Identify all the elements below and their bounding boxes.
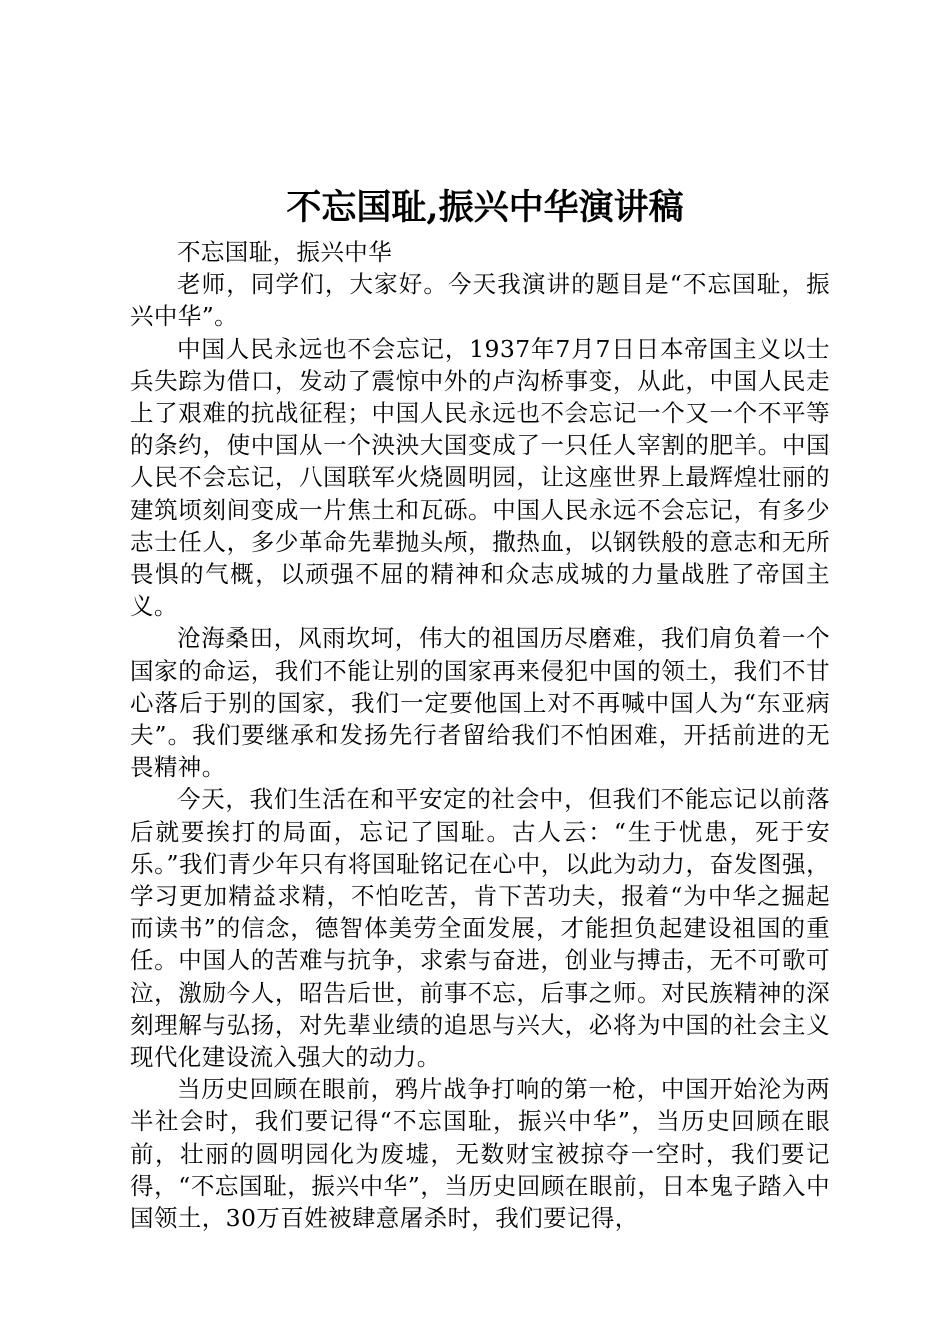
paragraph-today: 今天，我们生活在和平安定的社会中，但我们不能忘记以前落后就要挨打的局面，忘记了国耻。古人云：“生于忧患，死于安乐。”我们青少年只有将国耻铭记在心中，以此为动力，奋发图强，学习更加精益求精，不怕吃苦，肯下苦功夫，报着“为中华之掘起而读书”的信念，德智体美劳全面发展，才能担负起建设祖国的重任。中国人的苦难与抗争，求索与奋进，创业与搏击，无不可歌可泣，激励今人，昭告后世，前事不忘，后事之师。对民族精神的深刻理解与弘扬，对先辈业绩的追思与兴大，必将为中国的社会主义现代化建设流入强大的动力。 bbox=[130, 785, 830, 1072]
paragraph-responsibility: 沧海桑田，风雨坎坷，伟大的祖国历尽磨难，我们肩负着一个国家的命运，我们不能让别的国家再来侵犯中国的领土，我们不甘心落后于别的国家，我们一定要他国上对不再喊中国人为“东亚病夫”。我们要继承和发扬先行者留给我们不怕困难，开括前进的无畏精神。 bbox=[130, 624, 830, 782]
document-title: 不忘国耻,振兴中华演讲稿 bbox=[286, 187, 684, 228]
paragraph-remember: 当历史回顾在眼前，鸦片战争打响的第一枪，中国开始沦为两半社会时，我们要记得“不忘国耻，振兴中华”，当历史回顾在眼前，壮丽的圆明园化为废墟，无数财宝被掠夺一空时，我们要记得，“不忘国耻，振兴中华”，当历史回顾在眼前，日本鬼子踏入中国领土，30万百姓被肆意屠杀时，我们要记得， bbox=[130, 1075, 830, 1233]
document-page bbox=[130, 180, 830, 1234]
paragraph-subtitle: 不忘国耻，振兴中华 bbox=[177, 238, 393, 266]
document-body bbox=[130, 236, 830, 1234]
paragraph-history: 中国人民永远也不会忘记，1937年7月7日日本帝国主义以士兵失踪为借口，发动了震惊中外的卢沟桥事变，从此，中国人民走上了艰难的抗战征程；中国人民永远也不会忘记一个又一个不平等的条约，使中国从一个泱泱大国变成了一只任人宰割的肥羊。中国人民不会忘记，八国联军火烧圆明园，让这座世界上最辉煌壮丽的建筑顷刻间变成一片焦土和瓦砾。中国人民永远不会忘记，有多少志士任人，多少革命先辈抛头颅，撒热血，以钢铁般的意志和无所畏惧的气概，以顽强不屈的精神和众志成城的力量战胜了帝国主义。 bbox=[130, 334, 830, 621]
paragraph-greeting: 老师，同学们，大家好。今天我演讲的题目是“不忘国耻，振兴中华”。 bbox=[130, 270, 830, 331]
